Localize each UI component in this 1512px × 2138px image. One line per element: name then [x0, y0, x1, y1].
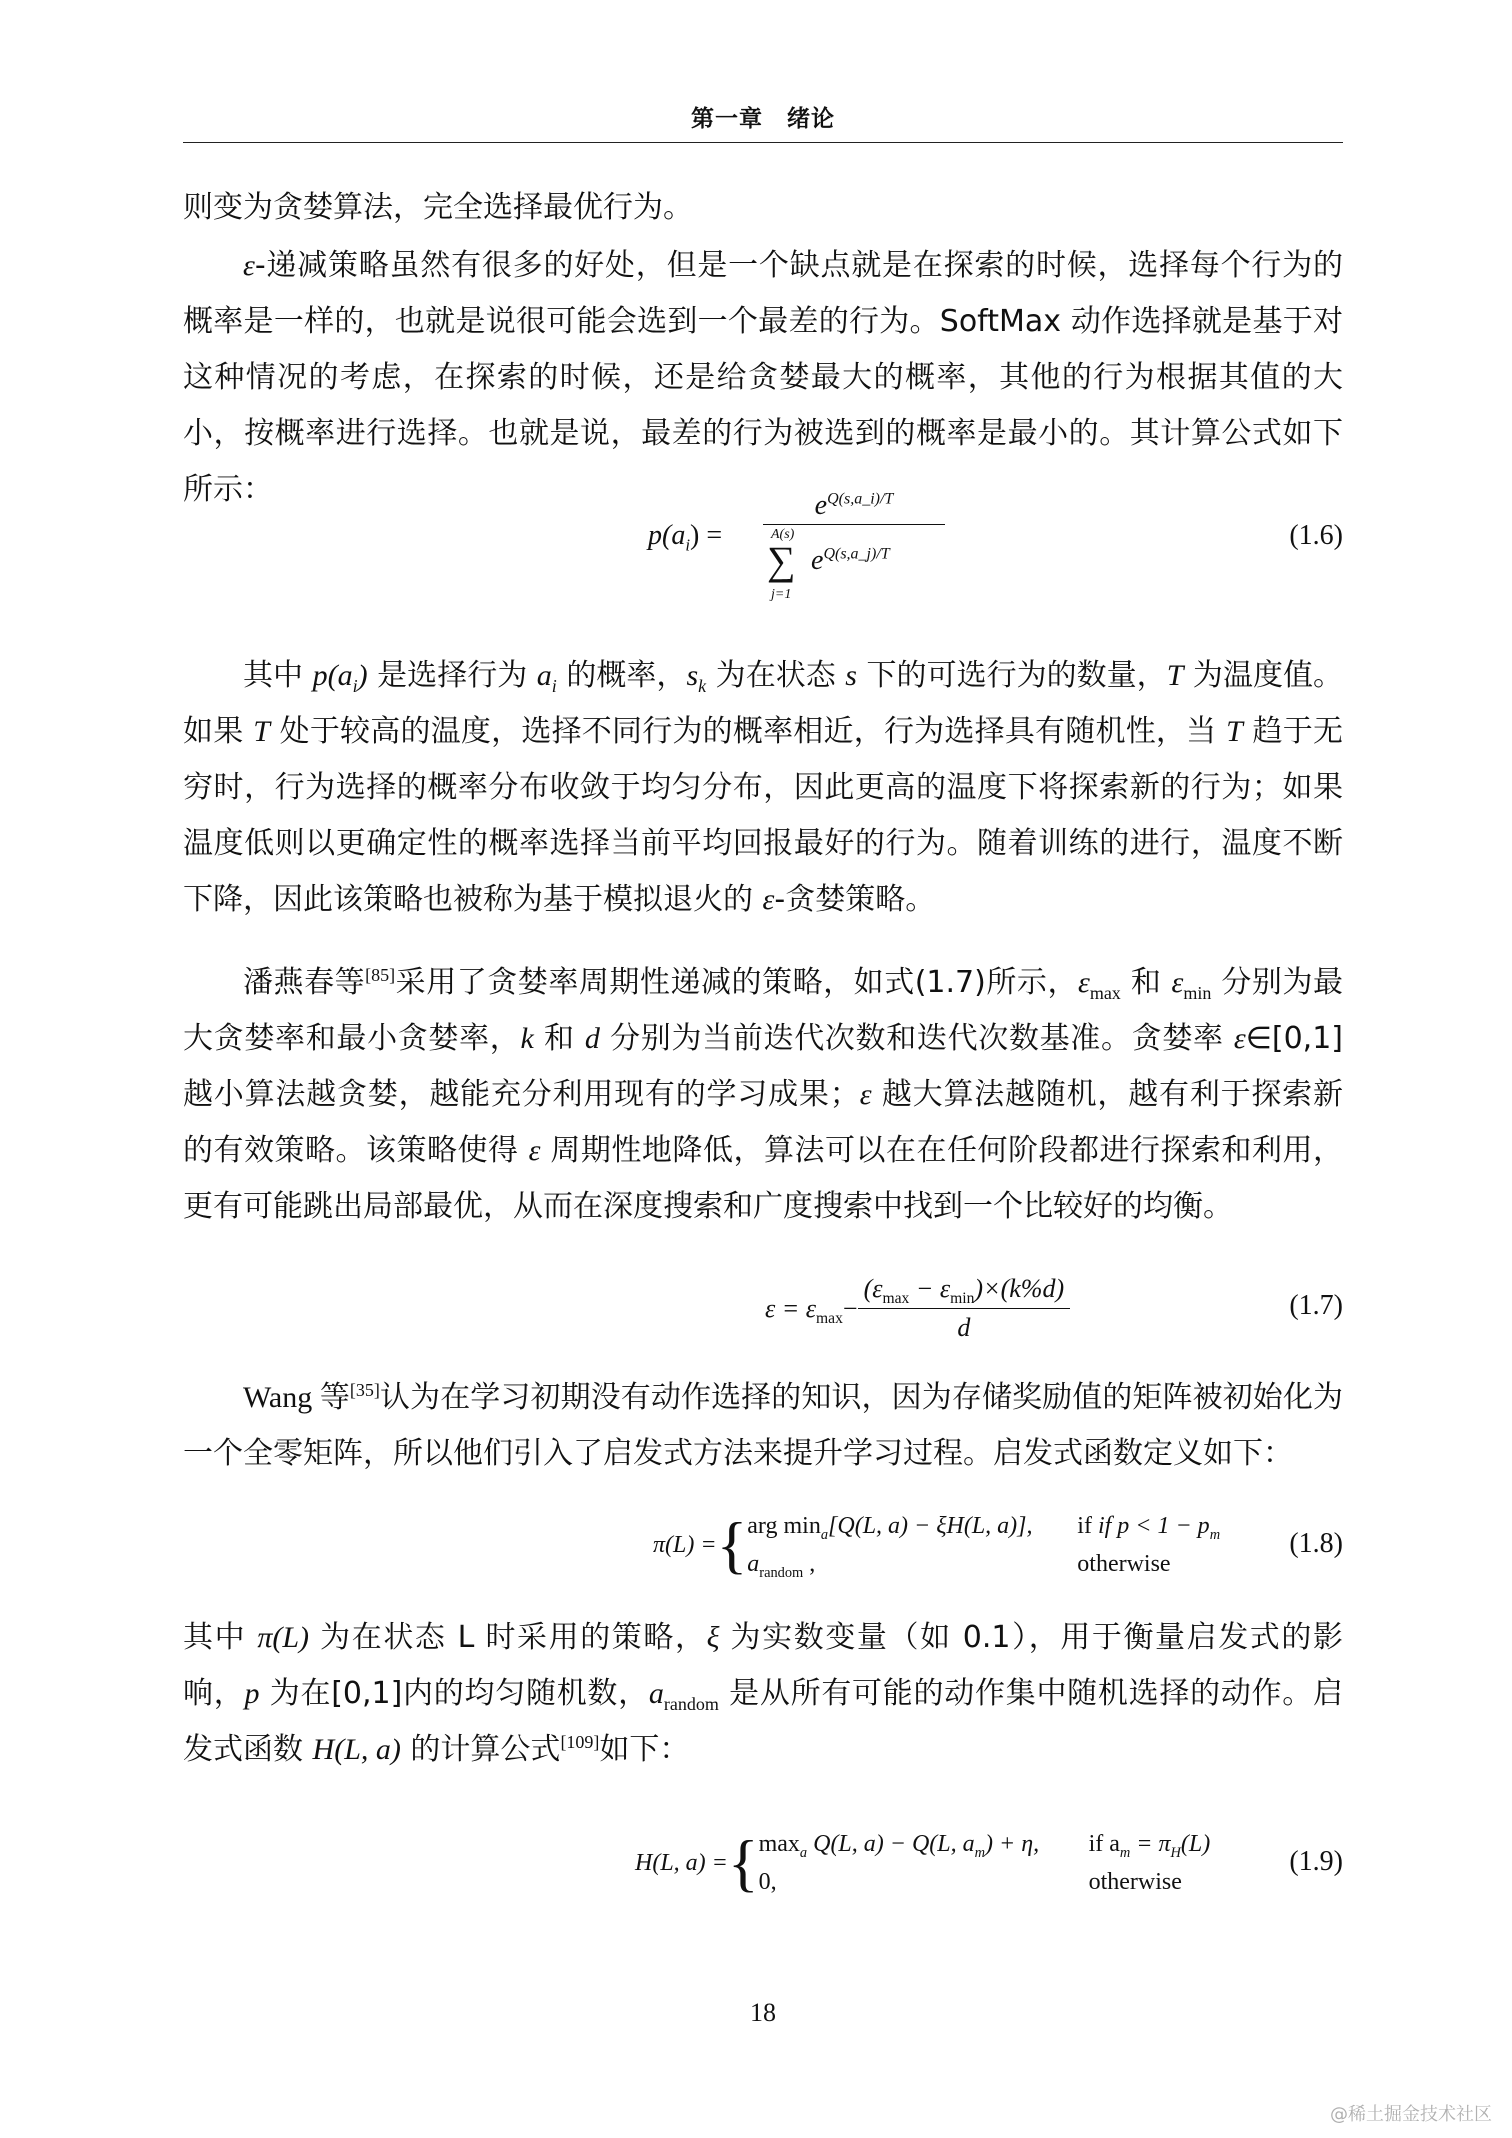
eq16-sum-symbol: ∑	[767, 538, 796, 583]
equation-1-7	[183, 1268, 1343, 1348]
paragraph-2-text: -递减策略虽然有很多的好处，但是一个缺点就是在探索的时候，选择每个行为的概率是一样的，也就是说很可能会选到一个最差的行为。SoftMax 动作选择就是基于对这种情况的考虑，在探索的时候，还是给贪婪最大的概率，其他的行为根据其值的大小，按概率进行选择。也就是说，最差的行为被选到的概率是最小的。其计算公式如下所示：	[183, 248, 1343, 507]
var-d: d	[584, 1022, 600, 1055]
var-k: k	[520, 1022, 534, 1055]
eq17-minus: −	[842, 1293, 858, 1323]
equation-number-1-7: (1.7)	[1289, 1290, 1343, 1321]
eq16-lhs: p(a	[648, 520, 686, 551]
citation-109: [109]	[560, 1732, 600, 1752]
eq19-lhs: H(L, a) =	[635, 1849, 728, 1876]
equation-1-8	[183, 1500, 1343, 1590]
var-a-random: $a_{random}$	[648, 1677, 719, 1714]
eq17-lhs: $\varepsilon = \varepsilon_{max}$	[765, 1293, 843, 1327]
eq16-lhs-end: ) =	[690, 520, 723, 551]
equation-number-1-9: (1.9)	[1289, 1846, 1343, 1877]
eq16-sum-upper: A(s)	[771, 527, 795, 542]
var-ai: $a_i$	[536, 659, 557, 696]
eq19-cases: $\max_a Q(L$, a) − Q(L, $a_m) + \eta$, if $a_m = \pi_H(L)$ 0, otherwise	[758, 1831, 1211, 1895]
equation-1-6	[183, 490, 1343, 620]
paragraph-1: 则变为贪婪算法，完全选择最优行为。	[183, 190, 693, 225]
eq16-num-base: e	[814, 490, 828, 521]
var-T: T	[1166, 659, 1184, 692]
var-pi-L: π(L)	[257, 1621, 310, 1654]
paragraph-3: 其中 $p(a_i)$ 是选择行为 $a_i$ 的概率，$s_k$ 为在状态 s 下的可选行为的数量，T 为温度值。如果 T 处于较高的温度，选择不同行为的概率相近，行为选择具有随机性，当 T 趋于无穷时，行为选择的概率分布收敛于均匀分布，因此更高的温度下将探索新的行为；如果温度低则以更确定性的概率选择当前平均回报最好的行为。随着训练的进行，温度不断下降，因此该策略也被称为基于模拟退火的 ε-贪婪策略。	[183, 658, 1343, 917]
equation-number-1-8: (1.8)	[1289, 1528, 1343, 1559]
chapter-header: 第一章 绪论	[691, 106, 835, 132]
var-p-ai: $p(a_i)$	[312, 659, 368, 696]
eq16-den-base: e	[811, 545, 824, 576]
page-number: 18	[750, 1998, 776, 2027]
eq16-den-sup: Q(s,a_j)/T	[823, 545, 890, 563]
eq16-num-sup: Q(s,a_i)/T	[827, 490, 894, 508]
citation-85: [85]	[365, 965, 396, 985]
var-eps-max: $\varepsilon_{max}$	[1077, 966, 1121, 1003]
paragraph-6: 其中 π(L) 为在状态 L 时采用的策略，ξ 为实数变量（如 0.1），用于衡量启发式的影响，p 为在[0,1]内的均匀随机数，$a_{random}$ 是从所有可能的动作集中随机选择的动作。启发式函数 H(L, a) 的计算公式[109]如下：	[183, 1620, 1344, 1767]
var-xi: ξ	[706, 1621, 720, 1654]
equation-1-9	[183, 1818, 1343, 1908]
watermark: @稀土掘金技术社区	[1330, 2104, 1492, 2125]
var-eps-min: $\varepsilon_{min}$	[1171, 966, 1212, 1003]
paragraph-2	[183, 238, 1343, 518]
eq16-sum-lower: j=1	[771, 587, 792, 602]
paragraph-4: 潘燕春等[85]采用了贪婪率周期性递减的策略，如式(1.7)所示，$\varepsilon_{max}$ 和 $\varepsilon_{min}$ 分别为最大贪婪率和最小贪婪率，k 和 d 分别为当前迭代次数和迭代次数基准。贪婪率 ε∈[0,1]越小算法越贪婪，越能充分利用现有的学习成果；ε 越大算法越随机，越有利于探索新的有效策略。该策略使得 ε 周期性地降低，算法可以在在任何阶段都进行探索和利用，更有可能跳出局部最优，从而在深度搜索和广度搜索中找到一个比较好的均衡。	[183, 965, 1343, 1224]
var-s: s	[845, 659, 857, 692]
eq18-cases: arg $\min_a[Q(L$, a) − ξH(L, a)], if if $p < 1 - p_m$ $a_{random}$ , otherwise	[747, 1513, 1221, 1581]
var-p: p	[244, 1677, 260, 1710]
citation-35: [35]	[349, 1380, 380, 1400]
eq18-brace: {	[716, 1509, 748, 1580]
var-H: H(L, a)	[312, 1733, 401, 1766]
eq19-brace: {	[727, 1827, 759, 1898]
eq17-fraction: $\frac{(\varepsilon_{max} - \varepsilon_{min})\times(k\%d)}{d}$	[858, 1274, 1071, 1343]
eq18-lhs: π(L) =	[653, 1531, 717, 1558]
eq16-lhs-sub: i	[685, 535, 690, 555]
equation-number-1-6: (1.6)	[1289, 520, 1343, 551]
epsilon-symbol: ε	[243, 249, 255, 282]
eq16-fraction	[763, 490, 945, 609]
header-rule	[183, 142, 1343, 143]
var-sk: $s_k$	[686, 659, 707, 696]
paragraph-5: Wang 等[35]认为在学习初期没有动作选择的知识，因为存储奖励值的矩阵被初始化为一个全零矩阵，所以他们引入了启发式方法来提升学习过程。启发式函数定义如下：	[183, 1380, 1343, 1471]
